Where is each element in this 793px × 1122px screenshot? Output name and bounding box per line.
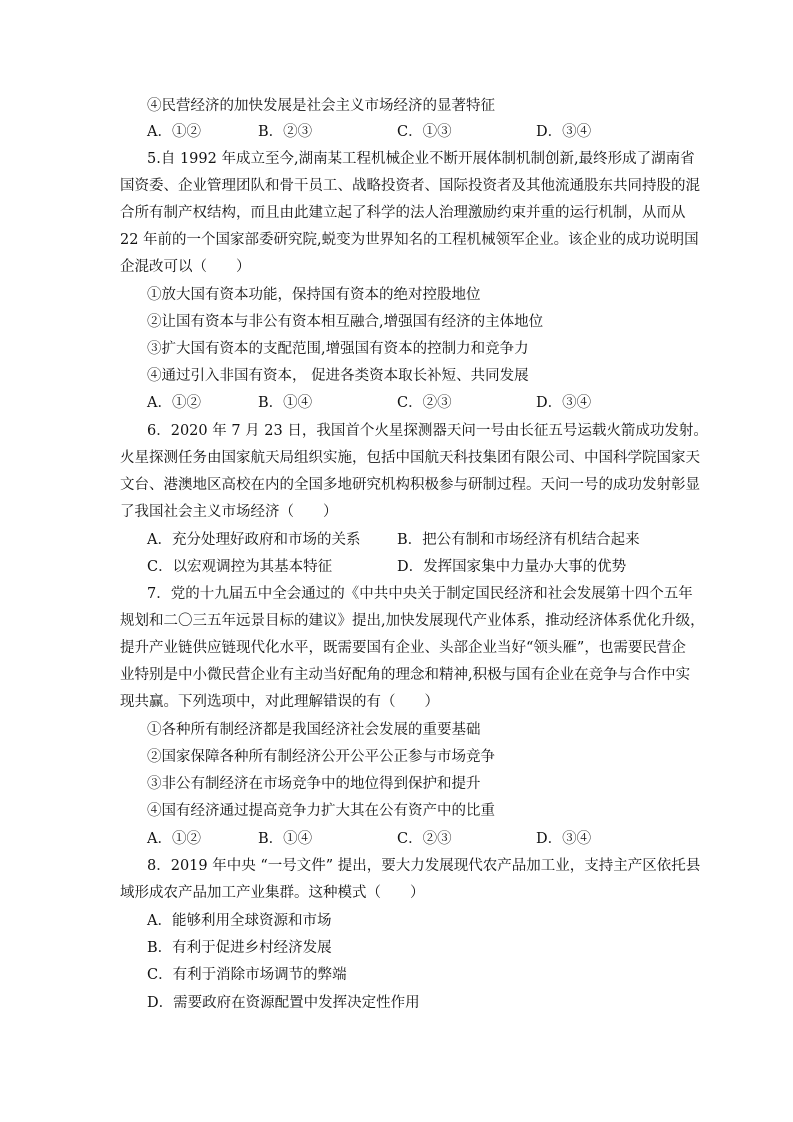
q6-option-d: D．发挥国家集中力量办大事的优势 <box>397 559 627 575</box>
q7-stem-line-5: 现共赢。下列选项中，对此理解错误的有（ ） <box>120 694 439 710</box>
q5-item-4: ④通过引入非国有资本， 促进各类资本取长补短、共同发展 <box>147 368 529 384</box>
q4-option-b: B．②③ <box>258 124 313 140</box>
q7-option-c: C．②③ <box>397 831 452 847</box>
q4-item-4: ④民营经济的加快发展是社会主义市场经济的显著特征 <box>147 98 495 114</box>
q6-stem-line-3: 文台、港澳地区高校在内的全国多地研究机构积极参与研制过程。天问一号的成功发射彰显 <box>120 477 700 493</box>
q5-option-d: D．③④ <box>536 395 592 411</box>
q4-option-d: D．③④ <box>536 124 592 140</box>
q6-option-a: A．充分处理好政府和市场的关系 <box>147 532 361 548</box>
q7-option-b: B．①④ <box>258 831 313 847</box>
q5-item-2: ②让国有资本与非公有资本相互融合,增强国有经济的主体地位 <box>147 314 544 330</box>
q5-stem-line-3: 合所有制产权结构，而且由此建立起了科学的法人治理激励约束并重的运行机制，从而从 <box>120 205 686 221</box>
q5-option-c: C．②③ <box>397 395 452 411</box>
q6-stem-line-2: 火星探测任务由国家航天局组织实施，包括中国航天科技集团有限公司、中国科学院国家天 <box>120 450 700 466</box>
q7-item-2: ②国家保障各种所有制经济公开公平公正参与市场竞争 <box>147 749 495 765</box>
q5-stem-line-5: 企混改可以（ ） <box>120 259 251 275</box>
q4-option-a: A．①② <box>147 124 201 140</box>
q5-option-b: B．①④ <box>258 395 313 411</box>
q8-stem-line-2: 域形成农产品加工产业集群。这种模式（ ） <box>120 885 425 901</box>
q8-option-a: A．能够利用全球资源和市场 <box>147 913 332 929</box>
q7-option-a: A．①② <box>147 831 201 847</box>
q6-stem-line-1: 6．2020 年 7 月 23 日，我国首个火星探测器天问一号由长征五号运载火箭成功发射。 <box>147 423 708 439</box>
q5-item-1: ①放大国有资本功能，保持国有资本的绝对控股地位 <box>147 287 481 303</box>
q7-item-4: ④国有经济通过提高竞争力扩大其在公有资产中的比重 <box>147 803 495 819</box>
q7-stem-line-4: 业特别是中小微民营企业有主动当好配角的理念和精神,积极与国有企业在竞争与合作中实 <box>120 667 691 683</box>
q8-option-d: D．需要政府在资源配置中发挥决定性作用 <box>147 995 420 1011</box>
q5-stem-line-1: 5.自 1992 年成立至今,湖南某工程机械企业不断开展体制机制创新,最终形成了湖南省 <box>147 151 695 167</box>
q4-option-c: C．①③ <box>397 124 452 140</box>
q5-stem-line-4: 22 年前的一个国家部委研究院,蜕变为世界知名的工程机械领军企业。该企业的成功说明国 <box>120 232 699 248</box>
q6-option-c: C．以宏观调控为其基本特征 <box>147 559 333 575</box>
q8-option-b: B．有利于促进乡村经济发展 <box>147 940 332 956</box>
q5-option-a: A．①② <box>147 395 201 411</box>
q8-stem-line-1: 8．2019 年中央 “一号文件” 提出，要大力发展现代农产品加工业，支持主产区依托县 <box>147 858 701 874</box>
q6-option-b: B．把公有制和市场经济有机结合起来 <box>397 532 640 548</box>
q5-item-3: ③扩大国有资本的支配范围,增强国有资本的控制力和竞争力 <box>147 341 529 357</box>
q7-stem-line-3: 提升产业链供应链现代化水平，既需要国有企业、头部企业当好“领头雁”，也需要民营企 <box>120 640 686 656</box>
q7-option-d: D．③④ <box>536 831 592 847</box>
q7-stem-line-2: 规划和二〇三五年远景目标的建议》提出,加快发展现代产业体系，推动经济体系优化升级， <box>120 613 705 629</box>
q6-stem-line-4: 了我国社会主义市场经济（ ） <box>120 504 338 520</box>
q7-item-3: ③非公有制经济在市场竞争中的地位得到保护和提升 <box>147 776 481 792</box>
q7-item-1: ①各种所有制经济都是我国经济社会发展的重要基础 <box>147 722 481 738</box>
q7-stem-line-1: 7．党的十九届五中全会通过的《中共中央关于制定国民经济和社会发展第十四个五年 <box>147 586 693 602</box>
q8-option-c: C．有利于消除市场调节的弊端 <box>147 967 347 983</box>
q5-stem-line-2: 国资委、企业管理团队和骨干员工、战略投资者、国际投资者及其他流通股东共同持股的混 <box>120 178 700 194</box>
